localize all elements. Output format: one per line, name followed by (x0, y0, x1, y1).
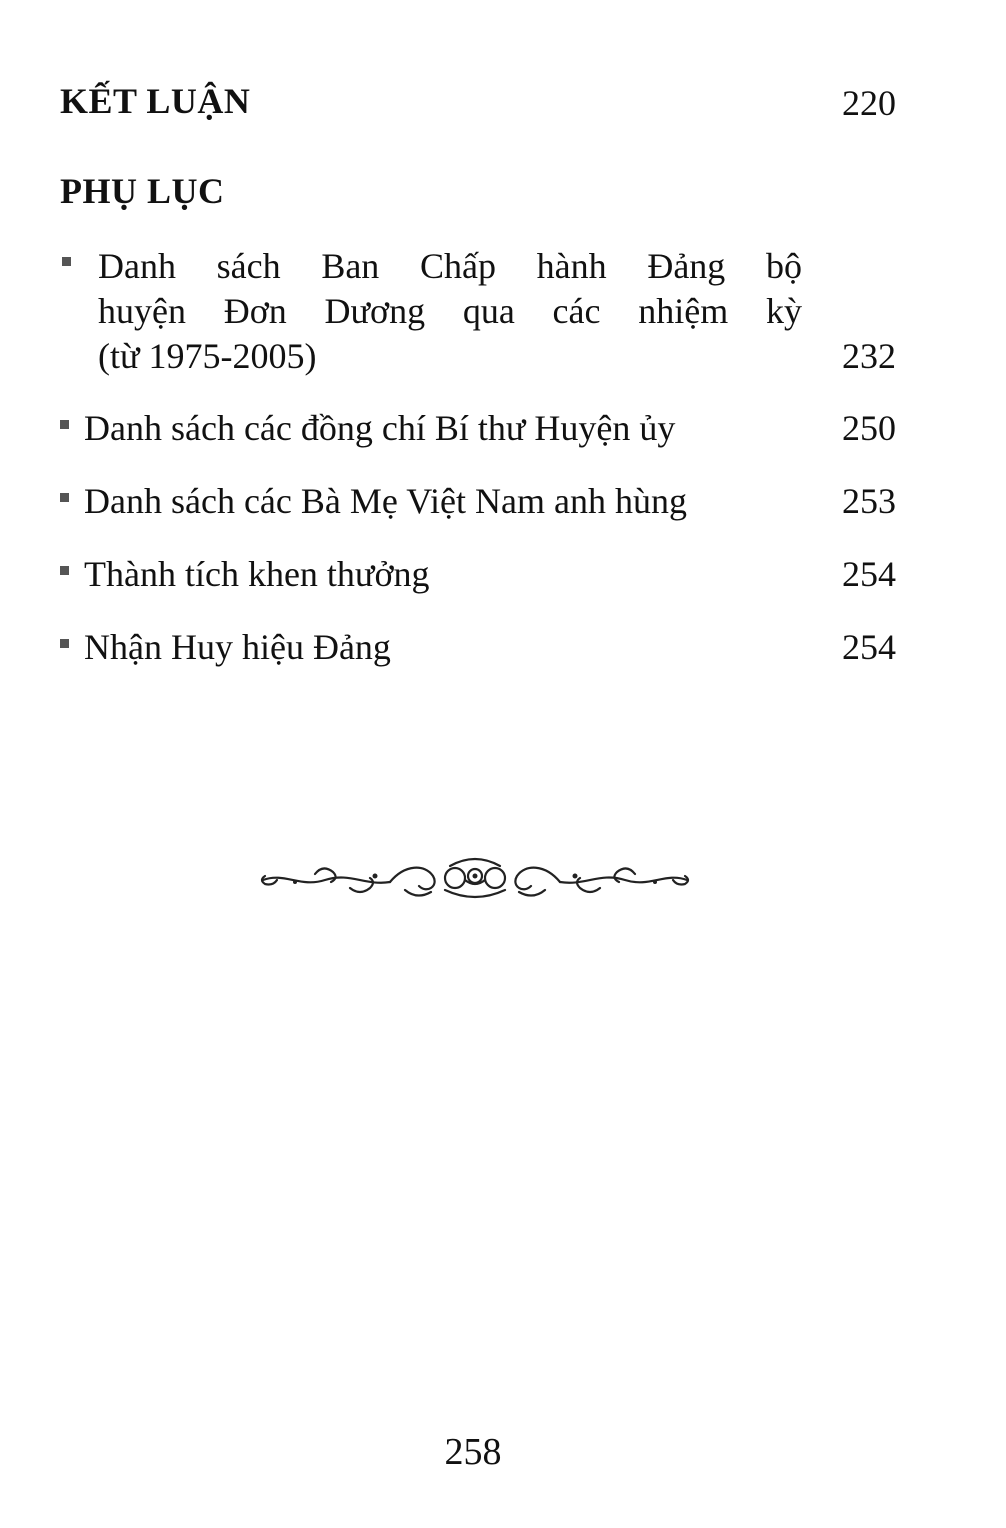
toc-entry-line-3: (từ 1975-2005) (98, 336, 317, 376)
phu-luc-heading: PHỤ LỤC (60, 171, 225, 211)
toc-entry-page-number: 253 (842, 481, 896, 521)
page-number: 258 (444, 1431, 502, 1473)
list-bullet (62, 257, 71, 266)
toc-entry-text: huyện Đơn Dương qua các nhiệm kỳ (98, 291, 802, 331)
toc-entry-text: Danh sách các đồng chí Bí thư Huyện ủy (84, 408, 676, 448)
list-bullet (60, 639, 69, 648)
toc-entry-line-2 (98, 290, 802, 332)
list-bullet (60, 566, 69, 575)
list-bullet (60, 493, 69, 502)
toc-entry-page-number: 254 (842, 554, 896, 594)
ket-luan-heading: KẾT LUẬN (60, 81, 251, 121)
list-bullet (60, 420, 69, 429)
toc-entry-text: Danh sách các Bà Mẹ Việt Nam anh hùng (84, 481, 687, 521)
toc-entry-page-number: 232 (842, 336, 896, 376)
toc-entry-text: Thành tích khen thưởng (84, 554, 430, 594)
toc-entry-text: Danh sách Ban Chấp hành Đảng bộ (98, 246, 802, 286)
toc-entry-page-number: 250 (842, 408, 896, 448)
ket-luan-page-number: 220 (842, 83, 896, 123)
toc-entry-line-1 (98, 245, 802, 287)
toc-entry-page-number: 254 (842, 627, 896, 667)
toc-entry-text: Nhận Huy hiệu Đảng (84, 627, 391, 667)
ornament-divider-icon (255, 850, 695, 910)
